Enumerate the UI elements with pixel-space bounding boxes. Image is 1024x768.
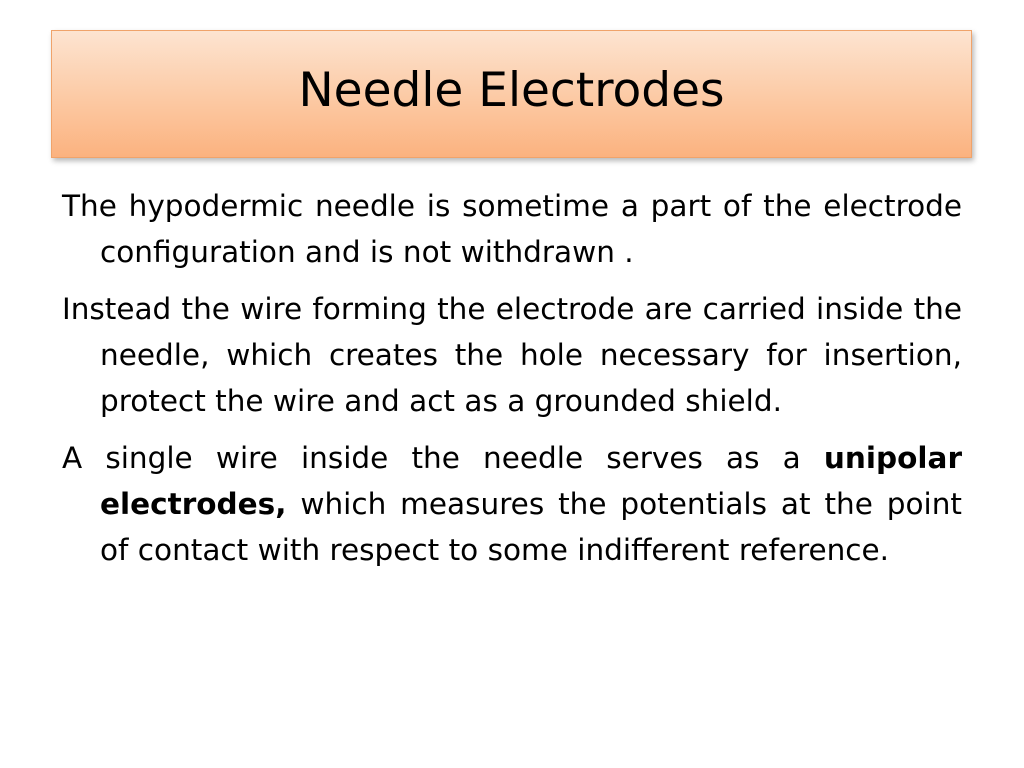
slide-title: Needle Electrodes: [298, 62, 725, 118]
paragraph-3-text-after: which measures the potentials at the point of contact with respect to some indifferent reference.: [100, 487, 962, 567]
paragraph-2-text: Instead the wire forming the electrode are carried inside the needle, which creates the hole necessary for insertion, protect the wire and act as a grounded shield.: [62, 292, 962, 418]
paragraph-3-bold-term: unipolar electrodes,: [100, 441, 962, 521]
title-banner: [51, 30, 972, 158]
paragraph-1: [62, 183, 962, 275]
paragraph-2: [62, 286, 962, 424]
paragraph-3-text-before: A single wire inside the needle serves as a: [62, 441, 824, 475]
paragraph-1-text: The hypodermic needle is sometime a part of the electrode configuration and is not withdrawn .: [62, 189, 962, 269]
paragraph-3: [62, 435, 962, 573]
slide-body: [62, 183, 962, 584]
